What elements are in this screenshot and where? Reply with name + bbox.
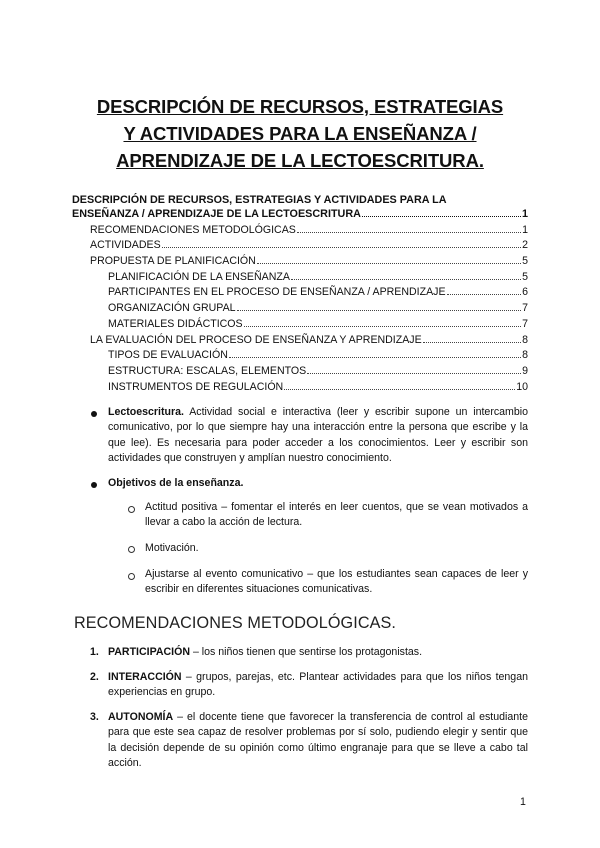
- recommendation-item: [108, 645, 528, 660]
- toc-label: PARTICIPANTES EN EL PROCESO DE ENSEÑANZA / APRENDIZAJE: [108, 286, 446, 299]
- toc-leader: [423, 341, 521, 343]
- toc-entry[interactable]: [72, 270, 528, 286]
- toc-label: ESTRUCTURA: ESCALAS, ELEMENTOS: [108, 364, 307, 377]
- toc-leader: [362, 215, 521, 217]
- toc-label: TIPOS DE EVALUACIÓN: [108, 349, 228, 362]
- toc-leader: [291, 278, 521, 280]
- hollow-bullet-icon: [128, 506, 135, 513]
- recommendation-text: – el docente tiene que favorecer la transferencia de control al estudiante para que este sea capaz de resolver problemas por sí solo, pudiendo elegir y sentir que la decisión depende de su opinión como último engranaje para que se lleve a cabo tal acción.: [108, 711, 528, 769]
- toc-page: 9: [522, 364, 528, 377]
- toc-label: ORGANIZACIÓN GRUPAL: [108, 302, 236, 315]
- sub-item: Ajustarse al evento comunicativo – que los estudiantes sean capaces de leer y escribir en diferentes situaciones comunicativas.: [145, 568, 528, 596]
- table-of-contents: [72, 193, 528, 395]
- toc-label: RECOMENDACIONES METODOLÓGICAS: [90, 223, 296, 236]
- toc-leader: [297, 231, 521, 233]
- toc-leader: [244, 325, 521, 327]
- toc-entry[interactable]: [72, 380, 528, 396]
- toc-entry[interactable]: [72, 317, 528, 333]
- toc-page: 5: [522, 270, 528, 283]
- toc-label: MATERIALES DIDÁCTICOS: [108, 317, 243, 330]
- recommendation-term: PARTICIPACIÓN: [108, 646, 191, 658]
- toc-leader: [307, 372, 521, 374]
- title-line-3: APRENDIZAJE DE LA LECTOESCRITURA.: [116, 150, 484, 171]
- sub-item: Motivación.: [145, 542, 199, 554]
- toc-heading-line-2: ENSEÑANZA / APRENDIZAJE DE LA LECTOESCRITURA: [72, 208, 361, 220]
- hollow-bullet-icon: [128, 546, 135, 553]
- toc-page: 1: [521, 208, 528, 220]
- lectoescritura-text: Actividad social e interactiva (leer y escribir supone un intercambio comunicativo, por lo que siempre hay una interacción entre la persona que escribe y la que lee). Es necesaria para poder acceder a los conocimientos. Leer y escribir son actividades que construyen y amplían nuestro conocimiento.: [108, 406, 528, 464]
- toc-page: 6: [522, 286, 528, 299]
- recommendation-text: – grupos, parejas, etc. Plantear actividades para que los niños tengan experiencias en grupo.: [108, 671, 528, 699]
- sub-item: Actitud positiva – fomentar el interés en leer cuentos, que se vean motivados a llevar a cabo la acción de lectura.: [145, 501, 528, 529]
- toc-entry[interactable]: [72, 238, 528, 254]
- toc-leader: [447, 293, 522, 295]
- recommendation-text: – los niños tienen que sentirse los protagonistas.: [190, 646, 423, 658]
- toc-entry[interactable]: [72, 285, 528, 301]
- bullet-icon: [91, 482, 97, 488]
- toc-page: 1: [522, 223, 528, 236]
- toc-label: ACTIVIDADES: [90, 239, 161, 252]
- toc-page: 7: [522, 302, 528, 315]
- toc-label: LA EVALUACIÓN DEL PROCESO DE ENSEÑANZA Y APRENDIZAJE: [90, 333, 422, 346]
- toc-leader: [229, 356, 521, 358]
- hollow-bullet-icon: [128, 573, 135, 580]
- objetivos-heading: Objetivos de la enseñanza.: [108, 477, 244, 489]
- toc-page: 8: [522, 333, 528, 346]
- toc-entry[interactable]: [72, 348, 528, 364]
- toc-leader: [284, 388, 515, 390]
- list-number: 3.: [90, 711, 99, 723]
- lectoescritura-term: Lectoescritura.: [108, 406, 184, 418]
- list-number: 1.: [90, 646, 99, 658]
- title-line-2: Y ACTIVIDADES PARA LA ENSEÑANZA /: [123, 123, 477, 144]
- title-line-1: DESCRIPCIÓN DE RECURSOS, ESTRATEGIAS: [96, 96, 504, 117]
- section-heading: RECOMENDACIONES METODOLÓGICAS.: [74, 614, 396, 632]
- toc-leader: [257, 262, 521, 264]
- toc-entry[interactable]: [72, 301, 528, 317]
- toc-leader: [237, 309, 522, 311]
- list-number: 2.: [90, 671, 99, 683]
- toc-page: 10: [516, 380, 528, 393]
- toc-label: PLANIFICACIÓN DE LA ENSEÑANZA: [108, 270, 290, 283]
- recommendation-item: [108, 670, 528, 701]
- recommendation-term: INTERACCIÓN: [108, 671, 182, 683]
- recommendation-term: AUTONOMÍA: [108, 711, 174, 723]
- document-title: [70, 93, 530, 174]
- recommendation-item: [108, 710, 528, 771]
- toc-leader: [162, 246, 521, 248]
- page-number: 1: [520, 796, 526, 808]
- toc-page: 5: [522, 255, 528, 268]
- toc-entry[interactable]: [72, 333, 528, 349]
- toc-heading-line-1[interactable]: DESCRIPCIÓN DE RECURSOS, ESTRATEGIAS Y ACTIVIDADES PARA LA: [72, 194, 447, 206]
- toc-entry[interactable]: [72, 364, 528, 380]
- toc-page: 8: [522, 349, 528, 362]
- bullet-icon: [91, 411, 97, 417]
- toc-label: PROPUESTA DE PLANIFICACIÓN: [90, 255, 256, 268]
- toc-entry[interactable]: [72, 254, 528, 270]
- toc-page: 7: [522, 317, 528, 330]
- toc-heading-entry[interactable]: [72, 207, 528, 223]
- toc-label: INSTRUMENTOS DE REGULACIÓN: [108, 380, 284, 393]
- toc-page: 2: [522, 239, 528, 252]
- toc-entry[interactable]: [72, 223, 528, 239]
- lectoescritura-paragraph: [108, 405, 528, 466]
